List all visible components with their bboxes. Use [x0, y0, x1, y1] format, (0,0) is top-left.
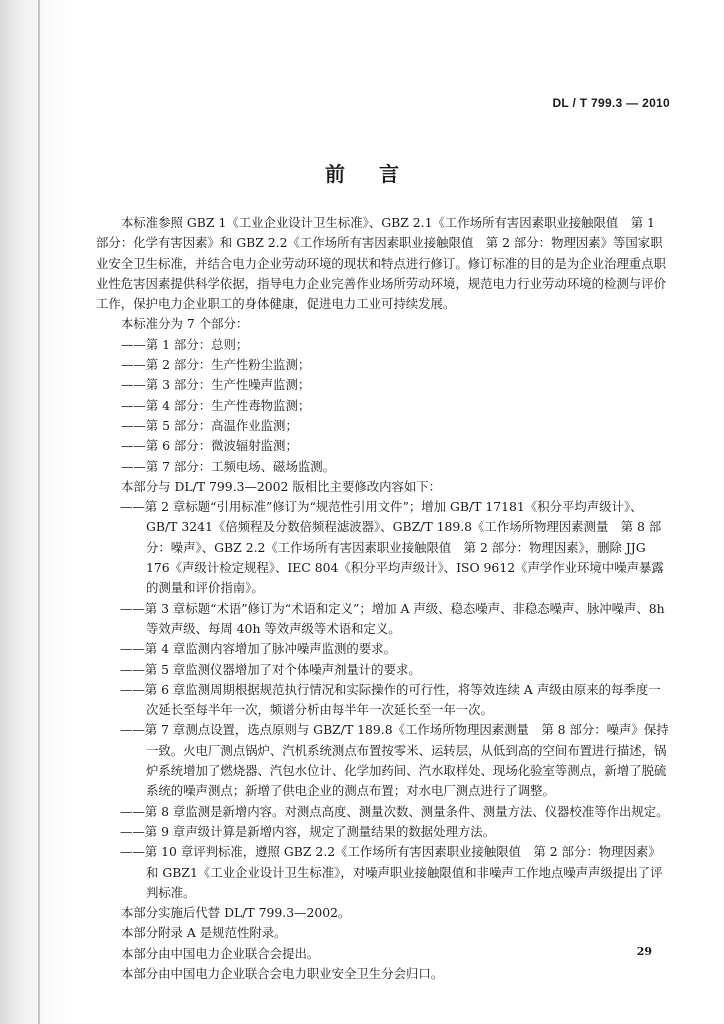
change-item: ——第 5 章监测仪器增加了对个体噪声剂量计的要求。 — [120, 661, 421, 677]
closing-line: 本部分实施后代替 DL/T 799.3—2002。 — [121, 905, 351, 921]
change-item: ——第 10 章评判标准，遵照 GBZ 2.2《工作场所有害因素职业接触限值 第 2 部分：物理因素》和 GBZ1《工业企业设计卫生标准》，对噪声职业接触限值和非噪声工作地点噪声声级提出了评判标准。 — [120, 844, 663, 900]
intro-paragraph: 本标准参照 GBZ 1《工业企业设计卫生标准》、GBZ 2.1《工作场所有害因素职业接触限值 第 1 部分：化学有害因素》和 GBZ 2.2《工作场所有害因素职业接触限值 第 2 部分：物理因素》等国家职业安全卫生标准，并结合电力企业劳动环境的现状和特点进行修订。修订标准的目的是为企业治理重点职业性危害因素提供科学依据，指导电力企业完善作业场所劳动环境，规范电力行业劳动环境的检测与评价工作，保护电力企业职工的身体健康，促进电力工业可持续发展。 — [96, 215, 666, 312]
page-number: 29 — [636, 945, 652, 958]
binding-edge — [38, 0, 40, 1024]
changes-intro: 本部分与 DL/T 799.3—2002 版相比主要修改内容如下： — [121, 478, 442, 494]
change-item: ——第 6 章监测周期根据规范执行情况和实际操作的可行性，将等效连续 A 声级由原来的每季度一次延长至每半年一次，频谱分析由每半年一次延长至一年一次。 — [120, 681, 661, 718]
parts-intro: 本标准分为 7 个部分： — [121, 316, 249, 332]
scan-shadow — [0, 0, 70, 1024]
page-title: 前言 — [325, 162, 433, 186]
part-item: ——第 7 部分：工频电场、磁场监测。 — [121, 458, 336, 474]
part-item: ——第 5 部分：高温作业监测； — [121, 417, 298, 433]
change-item: ——第 9 章声级计算是新增内容，规定了测量结果的数据处理方法。 — [120, 823, 496, 839]
change-item: ——第 4 章监测内容增加了脉冲噪声监测的要求。 — [120, 641, 396, 657]
part-item: ——第 4 部分：生产性毒物监测； — [121, 397, 311, 413]
change-item: ——第 3 章标题“术语”修订为“术语和定义”；增加 A 声级、稳态噪声、非稳态噪声、脉冲噪声、8h 等效声级、每周 40h 等效声级等术语和定义。 — [120, 600, 665, 636]
document-body — [96, 213, 670, 984]
closing-line: 本部分附录 A 是规范性附录。 — [121, 925, 287, 941]
part-item: ——第 1 部分：总则； — [121, 336, 249, 352]
part-item: ——第 2 部分：生产性粉尘监测； — [121, 357, 311, 373]
standard-number: DL / T 799.3 — 2010 — [552, 96, 670, 110]
closing-line: 本部分由中国电力企业联合会提出。 — [121, 945, 320, 961]
change-item: ——第 7 章测点设置，选点原则与 GBZ/T 189.8《工作场所物理因素测量 第 8 部分：噪声》保持一致。火电厂测点锅炉、汽机系统测点布置按零米、运转层，从低到高的空间布置进行描述，锅炉系统增加了燃烧器、汽包水位计、化学加药间、汽水取样处、现场化验室等测点，新增了脱硫系统的噪声测点；新增了供电企业的测点布置；对水电厂测点进行了调整。 — [120, 722, 669, 799]
closing-line: 本部分由中国电力企业联合会电力职业安全卫生分会归口。 — [121, 965, 444, 981]
change-item: ——第 8 章监测是新增内容。对测点高度、测量次数、测量条件、测量方法、仪器校准等作出规定。 — [120, 803, 669, 819]
part-item: ——第 3 部分：生产性噪声监测； — [121, 377, 311, 393]
part-item: ——第 6 部分：微波辐射监测； — [121, 438, 298, 454]
change-item: ——第 2 章标题“引用标准”修订为“规范性引用文件”；增加 GB/T 17181《积分平均声级计》、GB/T 3241《倍频程及分数倍频程滤波器》、GBZ/T 189.8《工作场所物理因素测量 第 8 部分：噪声》、GBZ 2.2《工作场所有害因素职业接触限值 第 2 部分：物理因素》，删除 JJG 176《声级计检定规程》、IEC 804《积分平均声级计》、ISO 9612《声学作业环境中噪声暴露的测量和评价指南》。 — [120, 499, 664, 596]
